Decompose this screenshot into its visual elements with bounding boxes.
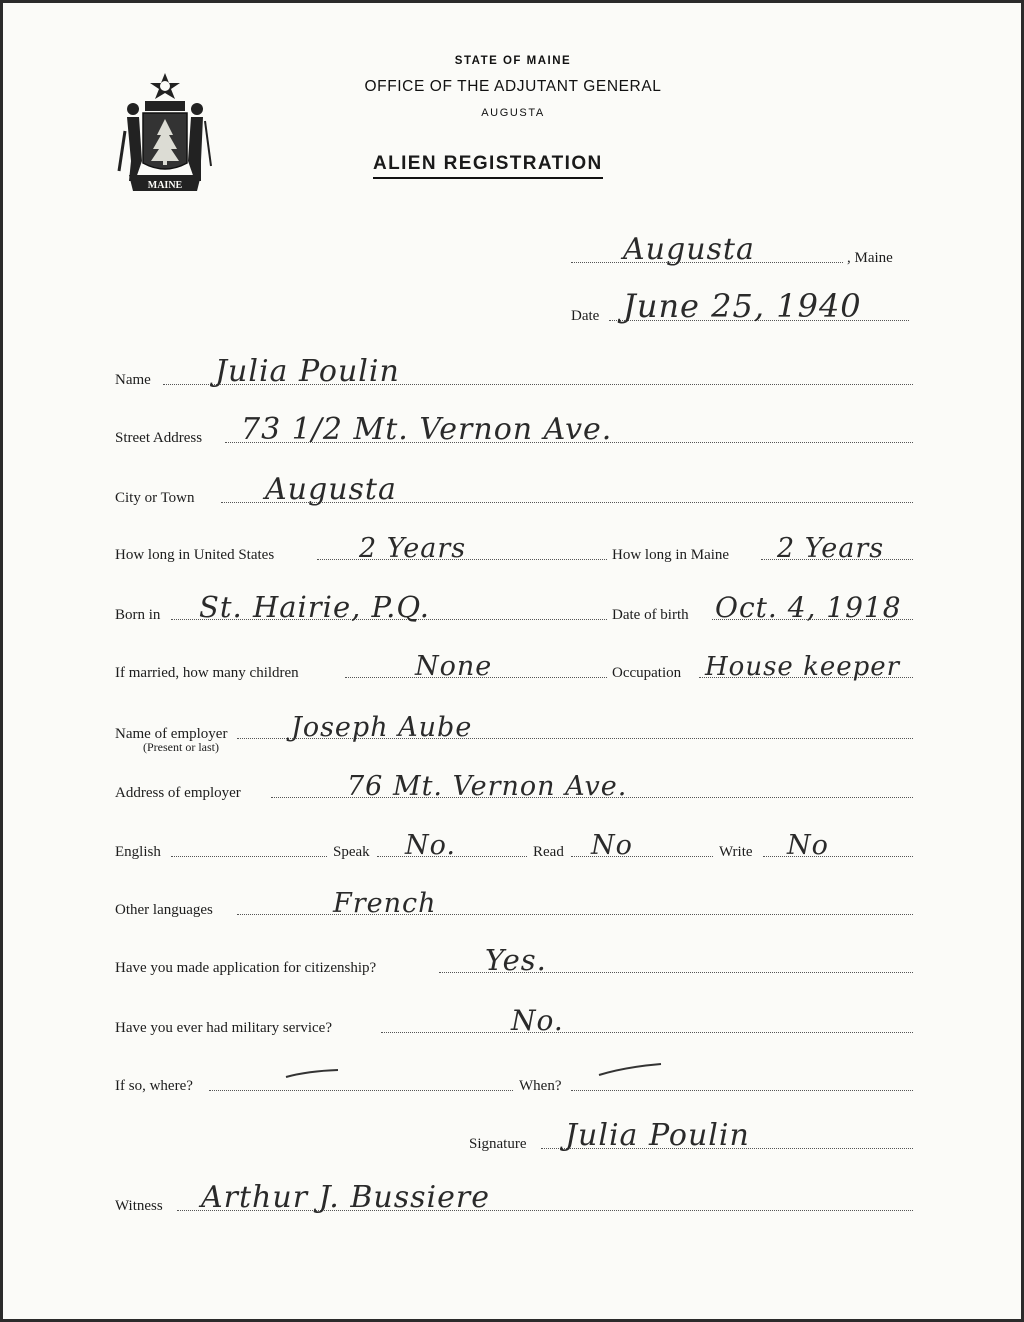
children-row (115, 651, 915, 682)
maine-state-seal-icon (115, 71, 215, 196)
employer-address-row (115, 771, 915, 802)
employer-label: Name of employer (115, 726, 228, 742)
name-row (115, 354, 915, 389)
header-state: STATE OF MAINE (454, 55, 572, 67)
street-row (115, 412, 915, 447)
dob-value: Oct. 4, 1918 (715, 591, 902, 624)
when-dash-mark (595, 1061, 665, 1081)
where-dash-mark (283, 1067, 343, 1081)
header-office: OFFICE OF THE ADJUTANT GENERAL (364, 78, 662, 95)
children-label: If married, how many children (115, 665, 299, 681)
when-label: When? (519, 1078, 562, 1094)
employer-row (115, 712, 915, 743)
date-value: June 25, 1940 (623, 287, 862, 325)
date-row (571, 287, 916, 325)
occupation-value: House keeper (705, 652, 901, 682)
street-label: Street Address (115, 430, 203, 446)
other-languages-value: French (333, 888, 437, 919)
name-value: Julia Poulin (215, 354, 400, 389)
born-value: St. Hairie, P.Q. (199, 590, 430, 624)
witness-label: Witness (115, 1198, 163, 1214)
birth-row (115, 590, 915, 624)
employer-address-label: Address of employer (115, 785, 241, 801)
maine-duration-label: How long in Maine (612, 547, 730, 563)
place-suffix: , Maine (847, 250, 893, 266)
seal-banner-text: MAINE (147, 180, 183, 191)
form-title: ALIEN REGISTRATION (373, 153, 603, 179)
english-label: English (115, 844, 161, 860)
citizenship-row (115, 943, 915, 977)
english-row (115, 830, 915, 861)
place-row (571, 232, 916, 267)
citizenship-value: Yes. (485, 943, 547, 977)
date-label: Date (571, 308, 600, 324)
military-value: No. (511, 1004, 564, 1037)
witness-value: Arthur J. Bussiere (201, 1180, 490, 1215)
name-label: Name (115, 372, 151, 388)
born-label: Born in (115, 607, 161, 623)
header-city: AUGUSTA (481, 107, 545, 119)
employer-sublabel: (Present or last) (143, 740, 219, 754)
signature-value: Julia Poulin (565, 1118, 750, 1153)
where-label: If so, where? (115, 1078, 193, 1094)
speak-value: No. (405, 830, 456, 861)
city-value: Augusta (265, 472, 397, 507)
duration-row (115, 533, 915, 564)
place-value: Augusta (623, 232, 755, 267)
witness-row (115, 1180, 915, 1215)
read-value: No (591, 830, 633, 861)
maine-duration-value: 2 Years (777, 533, 885, 564)
military-label: Have you ever had military service? (115, 1020, 332, 1036)
dob-label: Date of birth (612, 607, 689, 623)
service-details-row (115, 1071, 915, 1095)
children-value: None (415, 651, 493, 682)
speak-label: Speak (333, 844, 370, 860)
employer-address-value: 76 Mt. Vernon Ave. (347, 771, 628, 802)
city-label: City or Town (115, 490, 195, 506)
read-label: Read (533, 844, 564, 860)
citizenship-label: Have you made application for citizenship? (115, 960, 377, 976)
us-duration-value: 2 Years (359, 533, 467, 564)
other-languages-label: Other languages (115, 902, 213, 918)
signature-row (469, 1118, 915, 1153)
us-duration-label: How long in United States (115, 547, 275, 563)
write-value: No (787, 830, 829, 861)
street-value: 73 1/2 Mt. Vernon Ave. (241, 412, 613, 447)
city-row (115, 472, 915, 507)
other-languages-row (115, 888, 915, 919)
military-row (115, 1004, 915, 1037)
employer-value: Joseph Aube (291, 712, 473, 743)
signature-label: Signature (469, 1136, 527, 1152)
write-label: Write (719, 844, 753, 860)
occupation-label: Occupation (612, 665, 682, 681)
